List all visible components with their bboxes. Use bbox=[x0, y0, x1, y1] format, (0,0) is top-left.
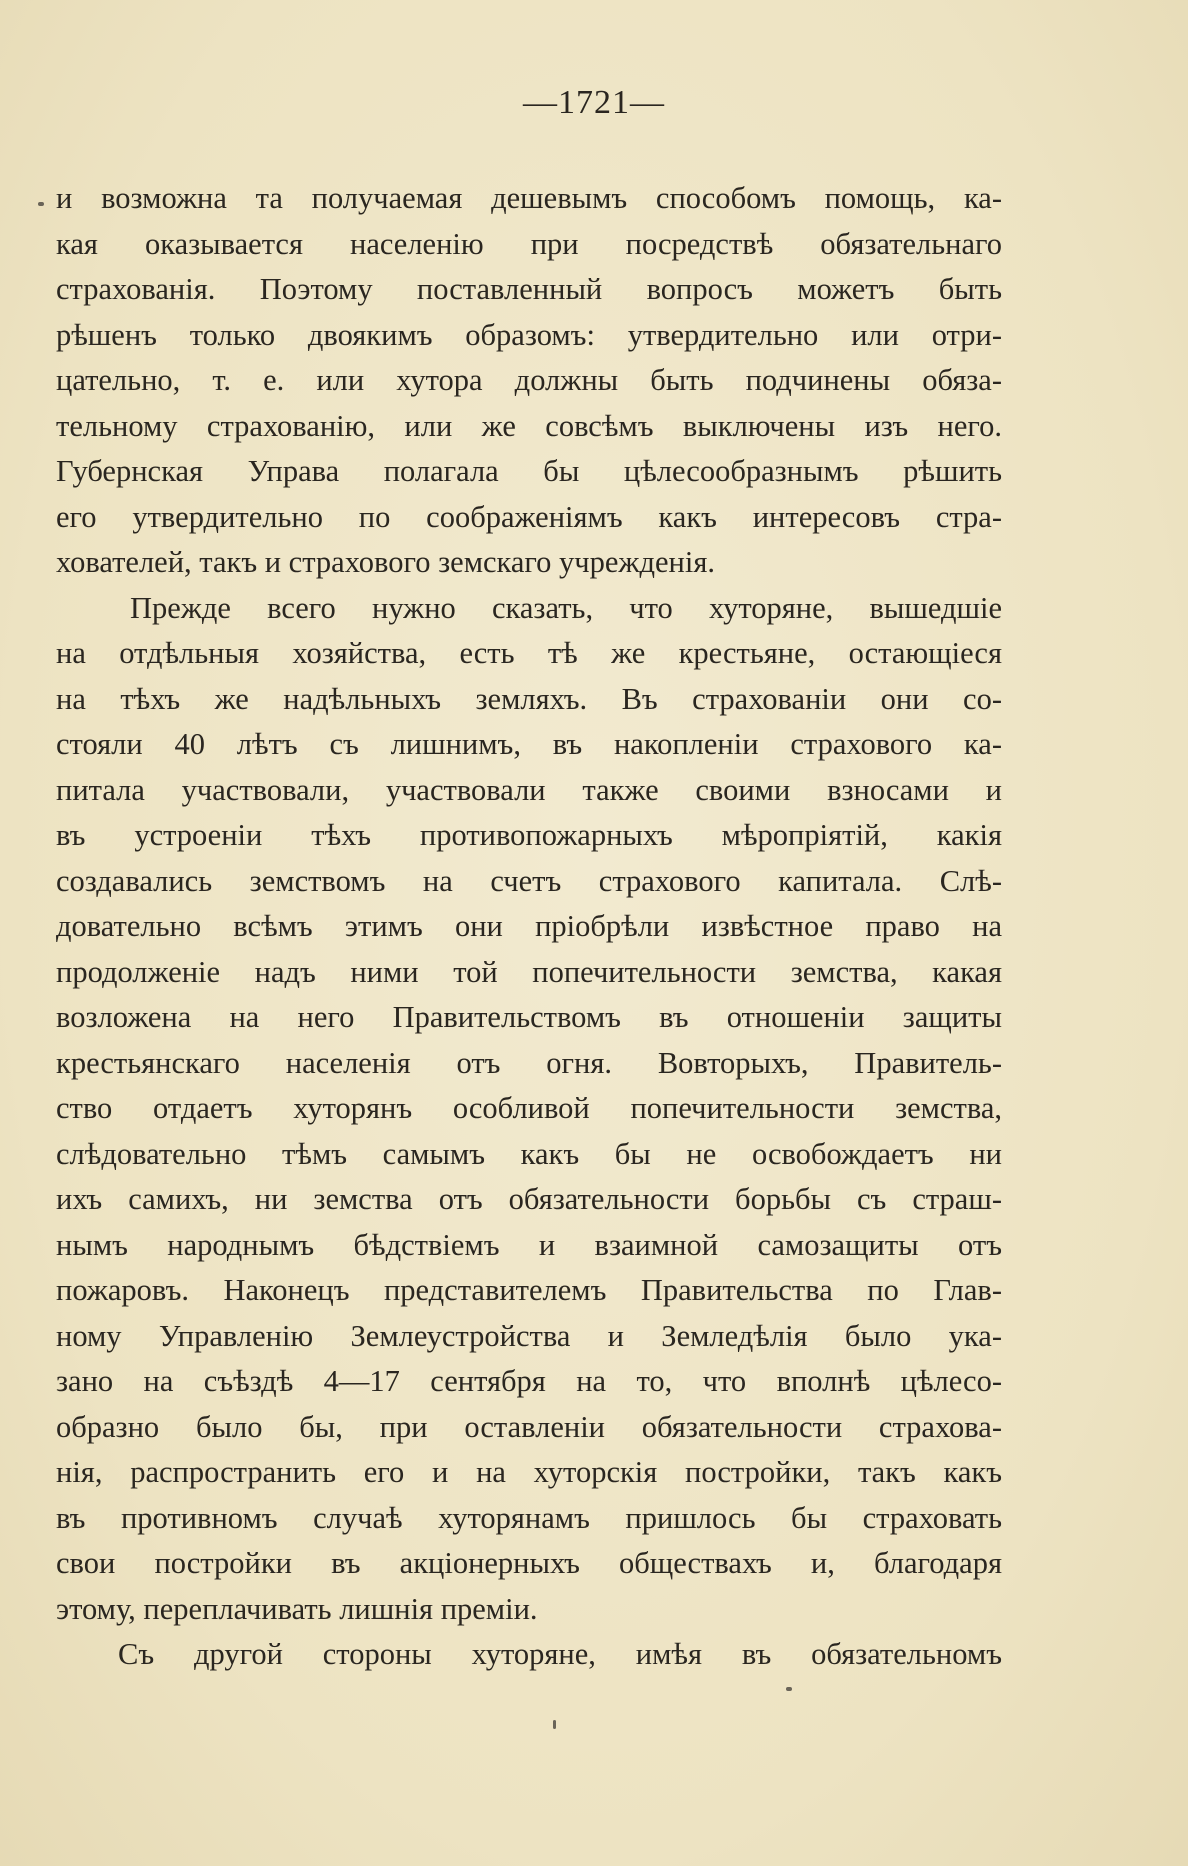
text-line: ихъ самихъ, ни земства отъ обязательности борьбы съ страш- bbox=[56, 1182, 1002, 1216]
text-line: хователей, такъ и страхового земскаго учрежденія. bbox=[56, 545, 716, 579]
print-speck bbox=[786, 1687, 792, 1691]
text-line: создавались земствомъ на счетъ страхового капитала. Слѣ- bbox=[56, 863, 1002, 898]
text-line: рѣшенъ только двоякимъ образомъ: утвердительно или отри- bbox=[56, 317, 1002, 352]
text-line: страхованія. Поэтому поставленный вопросъ можетъ быть bbox=[56, 272, 1002, 306]
text-line: на тѣхъ же надѣльныхъ земляхъ. Въ страхованіи они со- bbox=[56, 681, 1002, 716]
text-line: свои постройки въ акціонерныхъ обществахъ и, благодаря bbox=[56, 1546, 1002, 1580]
text-line: ному Управленію Землеустройства и Земледѣлія было ука- bbox=[56, 1318, 1002, 1353]
paragraph-1 bbox=[56, 176, 1002, 586]
paragraph-3 bbox=[56, 1632, 1002, 1678]
text-line: нія, распространить его и на хуторскія постройки, такъ какъ bbox=[56, 1455, 1002, 1489]
text-line: этому, переплачивать лишнія преміи. bbox=[56, 1591, 538, 1626]
text-line: въ противномъ случаѣ хуторянамъ пришлось бы страховать bbox=[56, 1500, 1002, 1535]
body-text bbox=[56, 176, 1002, 1678]
text-line: крестьянскаго населенія отъ огня. Вовторыхъ, Правитель- bbox=[56, 1045, 1002, 1080]
text-line: Съ другой стороны хуторяне, имѣя въ обязательномъ bbox=[118, 1637, 1002, 1671]
text-line: нымъ народнымъ бѣдствіемъ и взаимной самозащиты отъ bbox=[56, 1227, 1002, 1262]
text-line: пожаровъ. Наконецъ представителемъ Правительства по Глав- bbox=[56, 1273, 1002, 1307]
text-line: образно было бы, при оставленіи обязательности страхова- bbox=[56, 1409, 1002, 1444]
text-line: тельному страхованію, или же совсѣмъ выключены изъ него. bbox=[56, 408, 1002, 443]
text-line: и возможна та получаемая дешевымъ способомъ помощь, ка- bbox=[56, 181, 1002, 215]
text-line: Прежде всего нужно сказать, что хуторяне, вышедшіе bbox=[130, 590, 1002, 625]
text-line: въ устроеніи тѣхъ противопожарныхъ мѣропріятій, какія bbox=[56, 818, 1002, 852]
text-line: питала участвовали, участвовали также своими взносами и bbox=[56, 772, 1002, 807]
text-line: продолженіе надъ ними той попечительности земства, какая bbox=[56, 954, 1002, 989]
text-line: на отдѣльныя хозяйства, есть тѣ же крестьяне, остающіеся bbox=[56, 636, 1002, 670]
text-line: ство отдаетъ хуторянъ особливой попечительности земства, bbox=[56, 1091, 1002, 1125]
paragraph-2 bbox=[56, 586, 1002, 1633]
text-line: цательно, т. е. или хутора должны быть подчинены обяза- bbox=[56, 363, 1002, 397]
print-speck bbox=[553, 1720, 556, 1729]
text-line: кая оказывается населенію при посредствѣ обязательнаго bbox=[56, 226, 1002, 261]
text-line: довательно всѣмъ этимъ они пріобрѣли извѣстное право на bbox=[56, 909, 1002, 943]
page-number: —1721— bbox=[523, 84, 665, 121]
text-line: Губернская Управа полагала бы цѣлесообразнымъ рѣшить bbox=[56, 454, 1002, 488]
text-line: стояли 40 лѣтъ съ лишнимъ, въ накопленіи страхового ка- bbox=[56, 727, 1002, 761]
text-line: возложена на него Правительствомъ въ отношеніи защиты bbox=[56, 1000, 1002, 1034]
text-line: его утвердительно по соображеніямъ какъ интересовъ стра- bbox=[56, 499, 1002, 534]
print-speck bbox=[38, 202, 44, 206]
text-line: зано на съѣздѣ 4—17 сентября на то, что вполнѣ цѣлесо- bbox=[56, 1364, 1002, 1398]
text-line: слѣдовательно тѣмъ самымъ какъ бы не освобождаетъ ни bbox=[56, 1136, 1002, 1171]
